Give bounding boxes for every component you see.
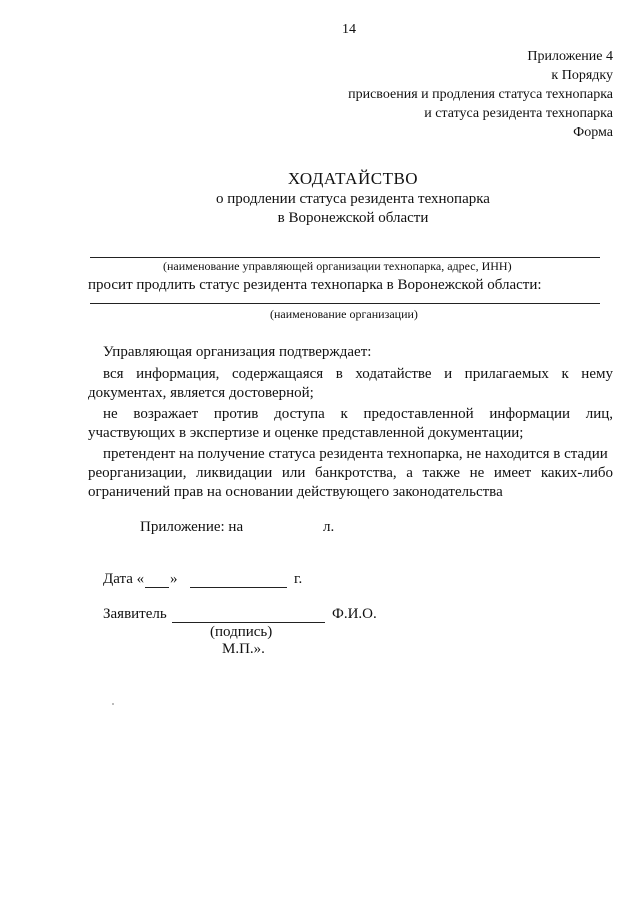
applicant-fio: Ф.И.О. — [332, 606, 377, 622]
annex-line: Форма — [573, 125, 613, 140]
statement-line: участвующих в экспертизе и оценке представленной документации; — [88, 425, 524, 441]
attachment-pages-suffix: л. — [323, 519, 335, 535]
attachment-label: Приложение: на — [140, 519, 244, 535]
applicant-label: Заявитель — [103, 606, 167, 622]
scan-speck — [112, 703, 114, 705]
statement-line: претендент на получение статуса резидента технопарка, не находится в стадии — [103, 446, 608, 462]
statement-line: документах, является достоверной; — [88, 385, 314, 401]
org-fill-line — [90, 257, 600, 258]
date-month-line — [190, 587, 287, 588]
document-subtitle: в Воронежской области — [277, 210, 429, 226]
annex-line: Приложение 4 — [527, 49, 613, 64]
signature-line — [172, 622, 325, 623]
signature-caption: (подпись) — [210, 624, 273, 640]
statement-line: реорганизации, ликвидации или банкротства, а также не имеет каких-либо — [88, 465, 613, 481]
org-name-caption: (наименование организации) — [270, 307, 418, 321]
document-title: ХОДАТАЙСТВО — [287, 169, 419, 188]
date-label: Дата « — [103, 571, 145, 587]
annex-line: присвоения и продления статуса технопарка — [348, 87, 613, 102]
statement-line: вся информация, содержащаяся в ходатайстве и прилагаемых к нему — [103, 366, 613, 382]
confirms-header: Управляющая организация подтверждает: — [103, 344, 372, 360]
date-close-quote: » — [170, 571, 178, 587]
org-name-fill-line — [90, 303, 600, 304]
statement-line: ограничений прав на основании действующего законодательства — [88, 484, 503, 500]
annex-header — [348, 47, 613, 142]
date-day-line — [145, 587, 169, 588]
annex-line: к Порядку — [551, 68, 613, 83]
date-year-suffix: г. — [294, 571, 303, 587]
document-subtitle: о продлении статуса резидента технопарка — [216, 191, 490, 207]
stamp-placeholder: М.П.». — [222, 641, 265, 657]
org-caption: (наименование управляющей организации технопарка, адрес, ИНН) — [163, 259, 512, 273]
request-text: просит продлить статус резидента технопарка в Воронежской области: — [88, 277, 542, 293]
annex-line: и статуса резидента технопарка — [424, 106, 613, 121]
statement-line: не возражает против доступа к предоставленной информации лиц, — [103, 406, 613, 422]
page-number: 14 — [342, 22, 356, 37]
